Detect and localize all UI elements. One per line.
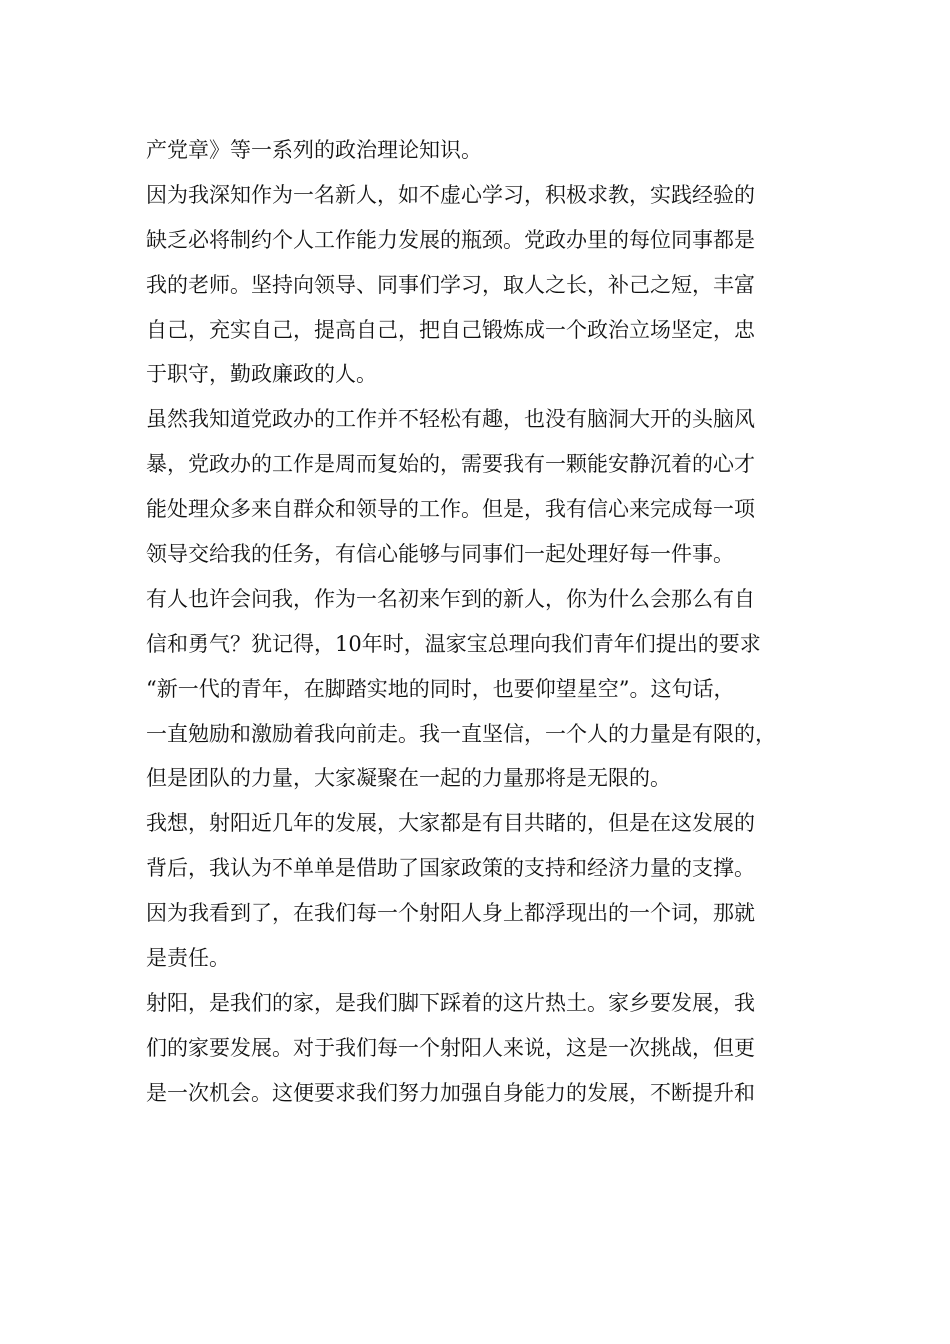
text-line: 虽然我知道党政办的工作并不轻松有趣，也没有脑洞大开的头脑风 — [146, 407, 755, 432]
text-line: “新一代的青年，在脚踏实地的同时，也要仰望星空”。这句话， — [146, 676, 735, 701]
text-line: 于职守，勤政廉政的人。 — [146, 362, 377, 387]
text-line: 背后，我认为不单单是借助了国家政策的支持和经济力量的支撑。 — [146, 856, 755, 881]
text-line: 产党章》等一系列的政治理论知识。 — [146, 138, 482, 162]
text-line: 因为我看到了，在我们每一个射阳人身上都浮现出的一个词，那就 — [146, 901, 755, 926]
text-line: 有人也许会问我，作为一名初来乍到的新人，你为什么会那么有自 — [146, 586, 755, 611]
text-line: 领导交给我的任务，有信心能够与同事们一起处理好每一件事。 — [146, 542, 734, 567]
text-line: 一直勉励和激励着我向前走。我一直坚信，一个人的力量是有限的， — [146, 721, 776, 746]
text-line: 暴，党政办的工作是周而复始的，需要我有一颗能安静沉着的心才 — [146, 452, 755, 477]
text-line: 我的老师。坚持向领导、同事们学习，取人之长，补己之短，丰富 — [146, 272, 755, 297]
text-line: 信和勇气？犹记得，10年时，温家宝总理向我们青年们提出的要求 — [146, 631, 761, 656]
text-line: 射阳，是我们的家，是我们脚下踩着的这片热土。家乡要发展，我 — [146, 990, 755, 1015]
text-line: 们的家要发展。对于我们每一个射阳人来说，这是一次挑战，但更 — [146, 1035, 755, 1060]
text-line: 能处理众多来自群众和领导的工作。但是，我有信心来完成每一项 — [146, 497, 755, 522]
document-body-text — [146, 128, 811, 1116]
text-line: 是一次机会。这便要求我们努力加强自身能力的发展，不断提升和 — [146, 1080, 755, 1105]
text-line: 因为我深知作为一名新人，如不虚心学习，积极求教，实践经验的 — [146, 182, 755, 207]
text-line: 但是团队的力量，大家凝聚在一起的力量那将是无限的。 — [146, 766, 671, 791]
text-line: 缺乏必将制约个人工作能力发展的瓶颈。党政办里的每位同事都是 — [146, 227, 755, 252]
text-line: 我想，射阳近几年的发展，大家都是有目共睹的，但是在这发展的 — [146, 811, 755, 836]
text-line: 是责任。 — [146, 946, 230, 971]
text-line: 自己，充实自己，提高自己，把自己锻炼成一个政治立场坚定，忠 — [146, 317, 755, 342]
